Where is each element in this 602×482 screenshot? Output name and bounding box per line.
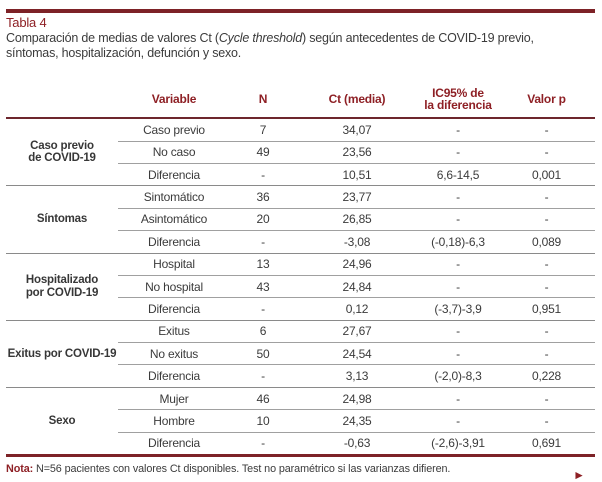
cell-variable: No hospital <box>118 275 230 297</box>
cell-variable: Hospital <box>118 253 230 275</box>
table-row <box>6 387 595 409</box>
cell-n: 36 <box>230 186 296 208</box>
group-label: Caso previo de COVID-19 <box>6 118 118 186</box>
cell-variable: Diferencia <box>118 163 230 185</box>
cell-variable: Diferencia <box>118 365 230 387</box>
cell-valor-p: - <box>498 208 595 230</box>
cell-n: 46 <box>230 387 296 409</box>
cell-ct-media: 24,35 <box>296 410 418 432</box>
header-ic95-line2: la diferencia <box>424 98 492 113</box>
cell-ct-media: 27,67 <box>296 320 418 342</box>
cell-ct-media: 0,12 <box>296 298 418 320</box>
cell-ic95: - <box>418 253 498 275</box>
caption-line2: síntomas, hospitalización, defunción y sexo. <box>6 45 242 60</box>
cell-ic95: - <box>418 343 498 365</box>
group-label: Exitus por COVID-19 <box>6 320 118 387</box>
table-caption <box>6 31 595 60</box>
continuation-arrow-icon: ► <box>573 468 585 482</box>
cell-variable: No caso <box>118 141 230 163</box>
header-variable: Variable <box>118 81 230 118</box>
cell-n: 50 <box>230 343 296 365</box>
cell-ct-media: 10,51 <box>296 163 418 185</box>
caption-italic-term: Cycle threshold <box>218 31 302 45</box>
cell-valor-p: 0,228 <box>498 365 595 387</box>
cell-ic95: (-3,7)-3,9 <box>418 298 498 320</box>
cell-variable: Diferencia <box>118 298 230 320</box>
table-row <box>6 253 595 275</box>
cell-ct-media: 23,77 <box>296 186 418 208</box>
cell-ic95: 6,6-14,5 <box>418 163 498 185</box>
cell-variable: Diferencia <box>118 432 230 455</box>
cell-ic95: (-0,18)-6,3 <box>418 231 498 253</box>
cell-variable: Exitus <box>118 320 230 342</box>
page <box>0 9 602 481</box>
table-row <box>6 186 595 208</box>
header-valor-p: Valor p <box>498 81 595 118</box>
group-label: Síntomas <box>6 186 118 253</box>
cell-ic95: (-2,0)-8,3 <box>418 365 498 387</box>
cell-ic95: - <box>418 410 498 432</box>
table-body <box>6 118 595 455</box>
cell-ct-media: 23,56 <box>296 141 418 163</box>
top-divider <box>6 9 595 13</box>
cell-n: - <box>230 432 296 455</box>
cell-variable: Sintomático <box>118 186 230 208</box>
cell-n: - <box>230 231 296 253</box>
header-n: N <box>230 81 296 118</box>
cell-n: - <box>230 365 296 387</box>
cell-n: - <box>230 163 296 185</box>
cell-valor-p: - <box>498 141 595 163</box>
cell-n: 20 <box>230 208 296 230</box>
footer-row <box>6 463 595 481</box>
cell-ic95: - <box>418 387 498 409</box>
cell-ic95: (-2,6)-3,91 <box>418 432 498 455</box>
caption-text-continued: ) según antecedentes de COVID-19 previo, <box>302 31 534 45</box>
cell-valor-p: - <box>498 186 595 208</box>
table-row <box>6 320 595 342</box>
cell-valor-p: 0,001 <box>498 163 595 185</box>
group-label: Sexo <box>6 387 118 455</box>
cell-ct-media: 3,13 <box>296 365 418 387</box>
cell-variable: Asintomático <box>118 208 230 230</box>
cell-n: 43 <box>230 275 296 297</box>
cell-ct-media: 24,96 <box>296 253 418 275</box>
caption-text: Comparación de medias de valores Ct ( <box>6 31 219 45</box>
cell-ct-media: -0,63 <box>296 432 418 455</box>
note-text: N=56 pacientes con valores Ct disponibles. Test no paramétrico si las varianzas difieren. <box>36 463 451 476</box>
header-ic95 <box>418 81 498 118</box>
header-row <box>6 81 595 118</box>
cell-valor-p: - <box>498 387 595 409</box>
cell-ct-media: 34,07 <box>296 118 418 141</box>
cell-ct-media: 24,54 <box>296 343 418 365</box>
cell-n: 10 <box>230 410 296 432</box>
ct-comparison-table <box>6 81 595 457</box>
cell-valor-p: - <box>498 275 595 297</box>
cell-valor-p: - <box>498 410 595 432</box>
cell-variable: Diferencia <box>118 231 230 253</box>
cell-n: 49 <box>230 141 296 163</box>
cell-ic95: - <box>418 320 498 342</box>
header-ic95-line1: IC95% de <box>432 85 484 100</box>
table-note <box>6 463 450 476</box>
header-group-spacer <box>6 81 118 118</box>
cell-valor-p: 0,089 <box>498 231 595 253</box>
cell-n: 13 <box>230 253 296 275</box>
cell-ic95: - <box>418 208 498 230</box>
table-header <box>6 81 595 118</box>
cell-n: 7 <box>230 118 296 141</box>
cell-n: - <box>230 298 296 320</box>
cell-ct-media: -3,08 <box>296 231 418 253</box>
note-label: Nota: <box>6 463 34 476</box>
cell-variable: Mujer <box>118 387 230 409</box>
cell-ic95: - <box>418 141 498 163</box>
cell-ic95: - <box>418 118 498 141</box>
group-label: Hospitalizado por COVID-19 <box>6 253 118 320</box>
cell-variable: No exitus <box>118 343 230 365</box>
cell-valor-p: - <box>498 253 595 275</box>
cell-valor-p: 0,951 <box>498 298 595 320</box>
cell-ic95: - <box>418 275 498 297</box>
header-ct-media: Ct (media) <box>296 81 418 118</box>
cell-ct-media: 24,98 <box>296 387 418 409</box>
cell-valor-p: - <box>498 343 595 365</box>
cell-ct-media: 24,84 <box>296 275 418 297</box>
cell-ic95: - <box>418 186 498 208</box>
table-number-label: Tabla 4 <box>6 15 47 30</box>
cell-valor-p: - <box>498 320 595 342</box>
table-row <box>6 118 595 141</box>
cell-n: 6 <box>230 320 296 342</box>
cell-variable: Hombre <box>118 410 230 432</box>
cell-valor-p: - <box>498 118 595 141</box>
cell-ct-media: 26,85 <box>296 208 418 230</box>
cell-valor-p: 0,691 <box>498 432 595 455</box>
cell-variable: Caso previo <box>118 118 230 141</box>
